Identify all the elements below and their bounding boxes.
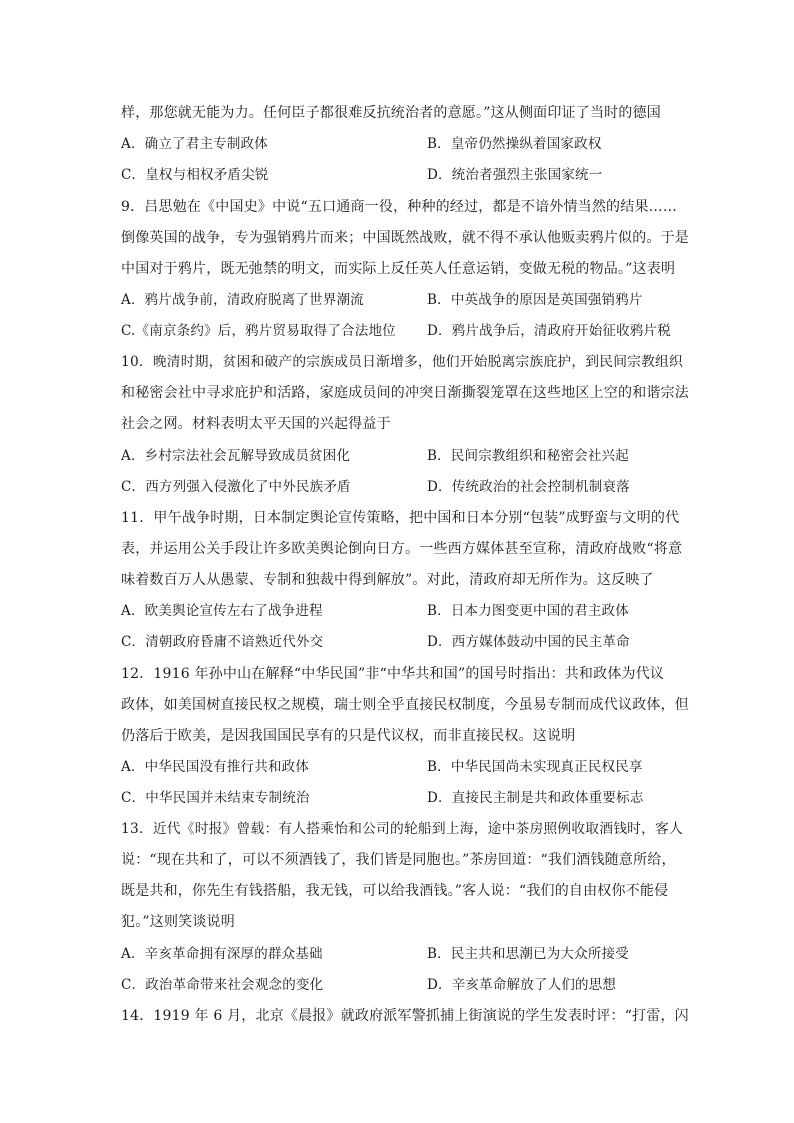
q10-stem-line-1: 10．晚清时期，贫困和破产的宗族成员日渐增多，他们开始脱离宗族庇护，到民间宗教组织 xyxy=(121,354,683,370)
q10-stem-line-2: 和秘密会社中寻求庇护和活路，家庭成员间的冲突日渐撕裂笼罩在这些地区上空的和谐宗法 xyxy=(121,385,689,401)
q11-option-a: A．欧美舆论宣传左右了战争进程 xyxy=(121,603,323,619)
q9-option-d: D．鸦片战争后，清政府开始征收鸦片税 xyxy=(427,323,671,339)
q8-option-c: C．皇权与相权矛盾尖锐 xyxy=(121,167,269,183)
q13-option-a: A．辛亥革命拥有深厚的群众基础 xyxy=(121,946,323,962)
q13-option-c: C．政治革命带来社会观念的变化 xyxy=(121,977,324,993)
q9-option-c: C.《南京条约》后，鸦片贸易取得了合法地位 xyxy=(121,323,396,339)
q13-stem-line-4: 犯。”这则笑谈说明 xyxy=(121,914,235,930)
q10-option-b: B．民间宗教组织和秘密会社兴起 xyxy=(427,448,629,464)
q11-option-c: C．清朝政府昏庸不谙熟近代外交 xyxy=(121,634,324,650)
q12-option-c: C．中华民国并未结束专制统治 xyxy=(121,790,310,806)
q13-stem-line-3: 既是共和，你先生有钱搭船，我无钱，可以给我酒钱。”客人说：“我们的自由权你不能侵 xyxy=(121,883,669,899)
q12-option-d: D．直接民主制是共和政体重要标志 xyxy=(427,790,644,806)
q8-option-b: B．皇帝仍然操纵着国家政权 xyxy=(427,136,602,152)
q13-stem-line-2: 说：“现在共和了，可以不须酒钱了，我们皆是同胞也。”茶房回道：“我们酒钱随意所给， xyxy=(121,852,676,868)
q10-stem-line-3: 社会之网。材料表明太平天国的兴起得益于 xyxy=(121,416,391,432)
q9-option-a: A．鸦片战争前，清政府脱离了世界潮流 xyxy=(121,292,364,308)
q13-stem-line-1: 13．近代《时报》曾载：有人搭乘怡和公司的轮船到上海，途中茶房照例收取酒钱时，客人 xyxy=(121,821,683,837)
q12-option-a: A．中华民国没有推行共和政体 xyxy=(121,759,310,775)
q9-stem-line-2: 倒像英国的战争，专为强销鸦片而来；中国既然战败，就不得不承认他贩卖鸦片似的。于是 xyxy=(121,230,689,246)
q10-option-d: D．传统政治的社会控制机制衰落 xyxy=(427,479,630,495)
q9-stem-line-3: 中国对于鸦片，既无弛禁的明文，而实际上反任英人任意运销，变做无税的物品。”这表明 xyxy=(121,261,676,277)
q8-option-d: D．统治者强烈主张国家统一 xyxy=(427,167,603,183)
q8-option-a: A．确立了君主专制政体 xyxy=(121,136,268,152)
q11-option-d: D．西方媒体鼓动中国的民主革命 xyxy=(427,634,630,650)
q10-option-a: A．乡村宗法社会瓦解导致成员贫困化 xyxy=(121,448,351,464)
q11-stem-line-3: 味着数百万人从愚蒙、专制和独裁中得到解放”。对此，清政府却无所作为。这反映了 xyxy=(121,572,654,588)
q11-stem-line-2: 表，并运用公关手段让许多欧美舆论倒向日方。一些西方媒体甚至宣称，清政府战败“将意 xyxy=(121,541,683,557)
q12-stem-line-1: 12．1916 年孙中山在解释“中华民国”非“中华共和国”的国号时指出：共和政体为代议 xyxy=(121,666,665,682)
q12-stem-line-2: 政体，如美国树直接民权之规模，瑞士则全乎直接民权制度，今虽易专制而成代议政体，但 xyxy=(121,697,689,713)
q10-option-c: C．西方列强入侵激化了中外民族矛盾 xyxy=(121,479,351,495)
q12-option-b: B．中华民国尚未实现真正民权民享 xyxy=(427,759,643,775)
q13-option-b: B．民主共和思潮已为大众所接受 xyxy=(427,946,629,962)
q13-option-d: D．辛亥革命解放了人们的思想 xyxy=(427,977,617,993)
q11-stem-line-1: 11．甲午战争时期，日本制定舆论宣传策略，把中国和日本分别“包装”成野蛮与文明的代 xyxy=(121,510,680,526)
q8-stem-line: 样，那您就无能为力。任何臣子都很难反抗统治者的意愿。”这从侧面印证了当时的德国 xyxy=(121,105,661,121)
q9-stem-line-1: 9．吕思勉在《中国史》中说“五口通商一役，种种的经过，都是不谙外情当然的结果…… xyxy=(121,199,678,215)
q9-option-b: B．中英战争的原因是英国强销鸦片 xyxy=(427,292,643,308)
q12-stem-line-3: 仍落后于欧美，是因我国国民享有的只是代议权，而非直接民权。这说明 xyxy=(121,728,576,744)
q14-stem-line-1: 14．1919 年 6 月，北京《晨报》就政府派军警抓捕上街演说的学生发表时评：“打雷，闪 xyxy=(121,1008,689,1024)
q11-option-b: B．日本力图变更中国的君主政体 xyxy=(427,603,629,619)
